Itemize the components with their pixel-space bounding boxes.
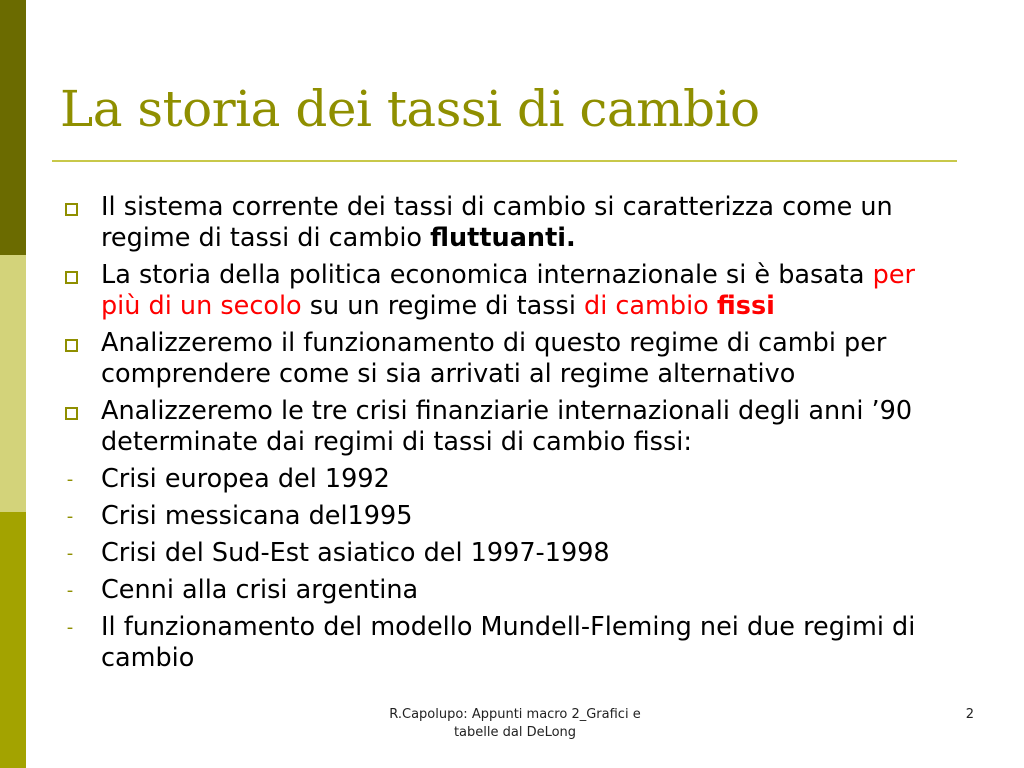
left-band-mid [0, 512, 26, 768]
sub-list-item [60, 538, 960, 569]
slide-footer [355, 706, 675, 742]
dash-marker: - [66, 469, 74, 490]
sub-list-item [60, 464, 960, 495]
square-bullet-icon [65, 407, 78, 420]
slide-title: La storia dei tassi di cambio [60, 80, 760, 138]
title-divider [52, 160, 957, 162]
bullet-item [60, 396, 960, 458]
sub-list-item [60, 575, 960, 606]
bullet-item [60, 192, 960, 254]
dash-marker: - [66, 543, 74, 564]
slide-content [60, 192, 960, 680]
sub-item-text: Cenni alla crisi argentina [101, 575, 419, 605]
square-bullet-icon [65, 271, 78, 284]
square-bullet-icon [65, 203, 78, 216]
sub-list-item [60, 612, 960, 674]
dash-marker: - [66, 617, 74, 638]
bullet-item [60, 328, 960, 390]
footer-line: tabelle dal DeLong [453, 725, 577, 740]
sub-list-item [60, 501, 960, 532]
sub-item-text: Crisi del Sud-Est asiatico del 1997-1998 [101, 538, 610, 568]
bullet-item [60, 260, 960, 322]
bullet-text: Il sistema corrente dei tassi di cambio si caratterizza come un regime di tassi di cambio fluttuanti. [101, 192, 893, 253]
left-band-light [0, 255, 26, 512]
dash-marker: - [66, 506, 74, 527]
bullet-text: Analizzeremo il funzionamento di questo regime di cambi per comprendere come si sia arrivati al regime alternativo [101, 328, 887, 389]
bullet-text: La storia della politica economica internazionale si è basata per più di un secolo su un regime di tassi di cambio fissi [101, 260, 916, 321]
left-band-dark [0, 0, 26, 255]
sub-item-text: Il funzionamento del modello Mundell-Fleming nei due regimi di cambio [101, 612, 916, 673]
footer-line: R.Capolupo: Appunti macro 2_Grafici e [389, 707, 641, 722]
dash-marker: - [66, 580, 74, 601]
sub-item-text: Crisi messicana del1995 [101, 501, 413, 531]
page-number: 2 [965, 707, 974, 722]
bullet-text: Analizzeremo le tre crisi finanziarie internazionali degli anni ’90 determinate dai regimi di tassi di cambio fissi: [101, 396, 913, 457]
square-bullet-icon [65, 339, 78, 352]
sub-item-text: Crisi europea del 1992 [101, 464, 390, 494]
